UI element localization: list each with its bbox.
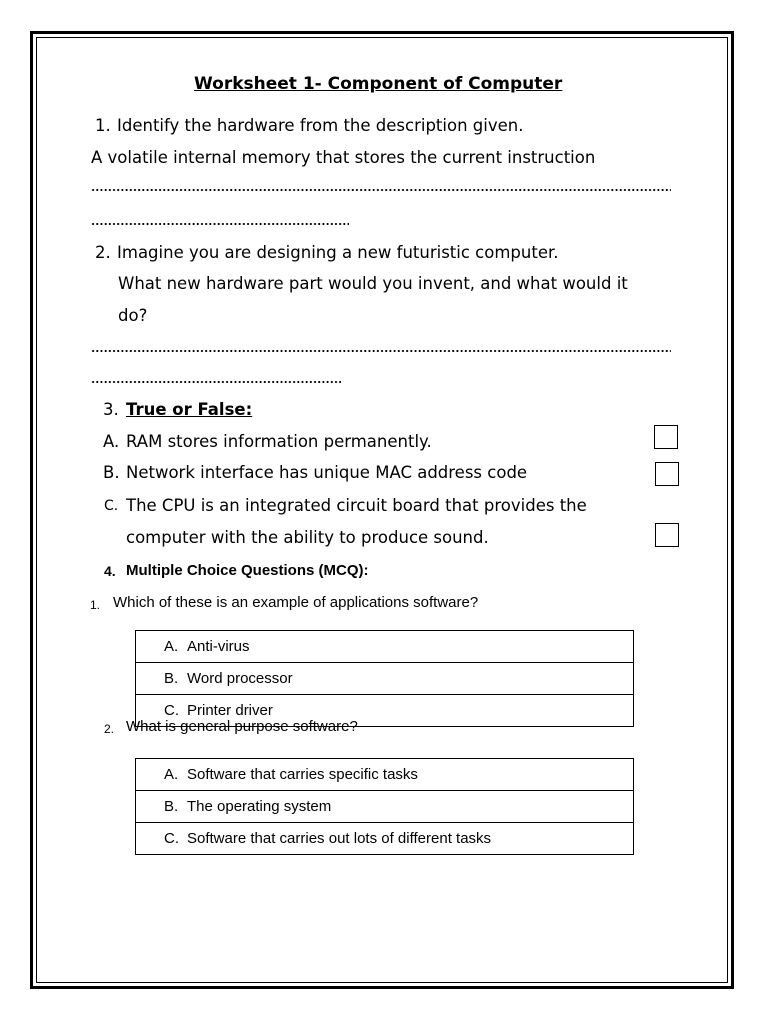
option-letter: B. (164, 798, 179, 815)
worksheet-title: Worksheet 1- Component of Computer (194, 74, 563, 94)
mcq-2-options-table (135, 758, 634, 855)
option-text: Word processor (187, 670, 293, 687)
q3-number: 3. (103, 400, 119, 419)
q1-number: 1. (95, 116, 111, 135)
mcq-1-options-table (135, 630, 634, 727)
q3-item-a-text: RAM stores information permanently. (126, 432, 432, 451)
q2-line-2: What new hardware part would you invent, and what would it (118, 274, 628, 293)
mcq-2-option-b[interactable] (136, 791, 633, 823)
q1-answer-line-2[interactable] (91, 221, 349, 227)
mcq-2-option-c[interactable] (136, 823, 633, 855)
option-text: Software that carries out lots of different tasks (187, 830, 492, 847)
q1-answer-line-1[interactable] (91, 187, 671, 193)
q3-item-c-line-2: computer with the ability to produce sound. (126, 528, 489, 547)
mcq-1-option-a[interactable] (136, 631, 633, 663)
mcq-2-number: 2. (104, 722, 115, 736)
q2-number: 2. (95, 243, 111, 262)
option-letter: C. (164, 702, 179, 719)
q3-item-c-line-1: The CPU is an integrated circuit board that provides the (126, 496, 587, 515)
q3-item-b-text: Network interface has unique MAC address code (126, 463, 528, 482)
mcq-2-option-a[interactable] (136, 759, 633, 791)
mcq-2-question: What is general purpose software? (126, 718, 358, 735)
q2-answer-line-2[interactable] (91, 379, 341, 385)
q3-item-b-letter: B. (103, 463, 120, 482)
q4-heading: Multiple Choice Questions (MCQ): (126, 562, 369, 579)
q3-item-a-letter: A. (103, 432, 120, 451)
q1-text: Identify the hardware from the description given. (117, 116, 524, 135)
q3-heading: True or False: (126, 400, 253, 419)
q3-item-b-checkbox[interactable] (655, 462, 679, 486)
q2-line-3: do? (118, 306, 148, 325)
q1-description[interactable]: A volatile internal memory that stores the current instruction (91, 148, 596, 167)
option-letter: A. (164, 766, 179, 783)
option-text: Printer driver (187, 702, 273, 719)
mcq-1-option-b[interactable] (136, 663, 633, 695)
mcq-1-question: Which of these is an example of applications software? (113, 594, 479, 611)
q3-item-a-checkbox[interactable] (654, 425, 678, 449)
option-letter: A. (164, 638, 179, 655)
q2-answer-line-1[interactable] (91, 348, 671, 354)
q3-item-c-letter: C. (104, 498, 119, 514)
q4-number: 4. (104, 563, 116, 579)
option-text: Anti-virus (187, 638, 250, 655)
option-text: The operating system (187, 798, 332, 815)
q2-line-1: Imagine you are designing a new futuristic computer. (117, 243, 559, 262)
q3-item-c-checkbox[interactable] (655, 523, 679, 547)
option-letter: B. (164, 670, 179, 687)
mcq-1-number: 1. (90, 598, 101, 612)
option-text: Software that carries specific tasks (187, 766, 418, 783)
option-letter: C. (164, 830, 179, 847)
